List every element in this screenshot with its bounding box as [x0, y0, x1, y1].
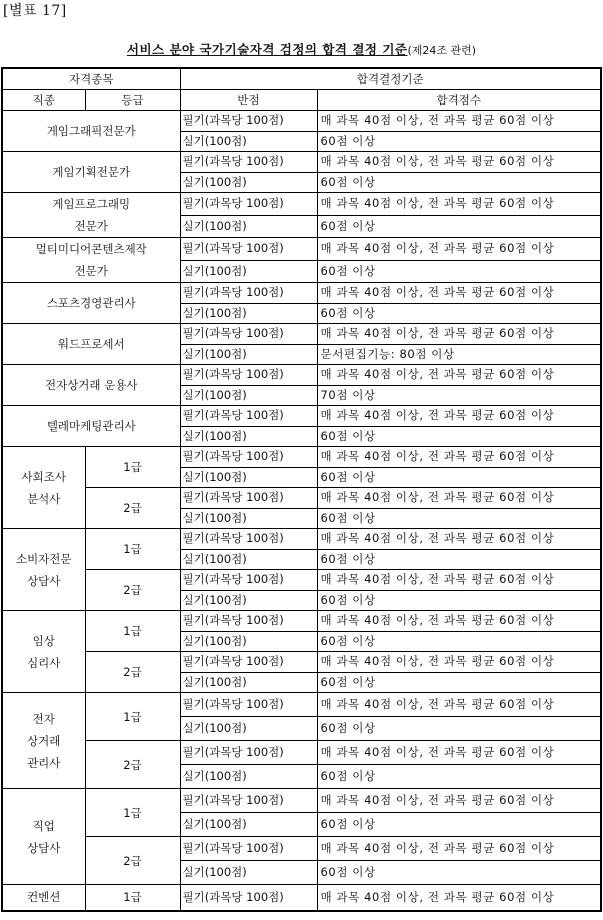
table-row	[2, 406, 601, 427]
subject-cell: 실기(100점)	[180, 344, 317, 365]
subject-cell: 실기(100점)	[180, 672, 317, 693]
header-pass-score: 합격점수	[317, 90, 601, 111]
criteria-cell: 60점 이상	[317, 813, 601, 837]
criteria-cell: 60점 이상	[317, 549, 601, 570]
job-name-cell: 전자상거래 운용사	[2, 365, 180, 406]
subject-cell: 필기(과목당 100점)	[180, 488, 317, 509]
pass-criteria-table	[1, 67, 602, 912]
header-row-top	[2, 68, 601, 90]
table-row	[2, 837, 601, 861]
table-row	[2, 488, 601, 509]
job-name-cell: 컨벤션	[2, 885, 85, 911]
subject-cell: 필기(과목당 100점)	[180, 447, 317, 468]
criteria-cell: 60점 이상	[317, 631, 601, 652]
subject-cell: 실기(100점)	[180, 467, 317, 488]
table-row	[2, 365, 601, 386]
subject-cell: 실기(100점)	[180, 717, 317, 741]
table-row	[2, 283, 601, 304]
subject-cell: 필기(과목당 100점)	[180, 152, 317, 173]
criteria-cell: 매 과목 40점 이상, 전 과목 평균 60점 이상	[317, 885, 601, 911]
criteria-cell: 60점 이상	[317, 717, 601, 741]
subject-cell: 필기(과목당 100점)	[180, 652, 317, 673]
grade-cell: 1급	[85, 789, 180, 837]
grade-cell: 1급	[85, 693, 180, 741]
subject-cell: 필기(과목당 100점)	[180, 365, 317, 386]
grade-cell: 2급	[85, 488, 180, 529]
subject-cell: 필기(과목당 100점)	[180, 789, 317, 813]
table-row	[2, 885, 601, 911]
subject-cell: 실기(100점)	[180, 631, 317, 652]
subject-cell: 필기(과목당 100점)	[180, 238, 317, 261]
criteria-cell: 매 과목 40점 이상, 전 과목 평균 60점 이상	[317, 111, 601, 132]
criteria-cell: 60점 이상	[317, 861, 601, 885]
criteria-cell: 매 과목 40점 이상, 전 과목 평균 60점 이상	[317, 152, 601, 173]
subject-cell: 실기(100점)	[180, 215, 317, 238]
subject-cell: 필기(과목당 100점)	[180, 324, 317, 345]
criteria-cell: 60점 이상	[317, 467, 601, 488]
subject-cell: 필기(과목당 100점)	[180, 837, 317, 861]
table-row	[2, 652, 601, 673]
criteria-cell: 60점 이상	[317, 765, 601, 789]
criteria-cell: 60점 이상	[317, 303, 601, 324]
subject-cell: 필기(과목당 100점)	[180, 193, 317, 216]
criteria-cell: 매 과목 40점 이상, 전 과목 평균 60점 이상	[317, 238, 601, 261]
criteria-cell: 60점 이상	[317, 426, 601, 447]
criteria-cell: 매 과목 40점 이상, 전 과목 평균 60점 이상	[317, 611, 601, 632]
subject-cell: 실기(100점)	[180, 590, 317, 611]
criteria-cell: 매 과목 40점 이상, 전 과목 평균 60점 이상	[317, 193, 601, 216]
criteria-cell: 문서편집기능: 80점 이상	[317, 344, 601, 365]
job-name-cell: 게임그래픽전문가	[2, 111, 180, 152]
job-name-cell: 전자 상거래 관리사	[2, 693, 85, 789]
grade-cell: 2급	[85, 652, 180, 693]
criteria-cell: 60점 이상	[317, 672, 601, 693]
grade-cell: 1급	[85, 885, 180, 911]
job-name-cell: 워드프로세서	[2, 324, 180, 365]
table-row	[2, 611, 601, 632]
subject-cell: 실기(100점)	[180, 385, 317, 406]
job-name-cell: 임상 심리사	[2, 611, 85, 693]
criteria-cell: 매 과목 40점 이상, 전 과목 평균 60점 이상	[317, 570, 601, 591]
criteria-cell: 70점 이상	[317, 385, 601, 406]
job-name-cell: 스포츠경영관리사	[2, 283, 180, 324]
subject-cell: 실기(100점)	[180, 813, 317, 837]
criteria-cell: 매 과목 40점 이상, 전 과목 평균 60점 이상	[317, 837, 601, 861]
criteria-cell: 매 과목 40점 이상, 전 과목 평균 60점 이상	[317, 693, 601, 717]
criteria-cell: 매 과목 40점 이상, 전 과목 평균 60점 이상	[317, 283, 601, 304]
subject-cell: 실기(100점)	[180, 508, 317, 529]
table-row	[2, 238, 601, 261]
job-name-cell: 직업 상담사	[2, 789, 85, 885]
subject-cell: 필기(과목당 100점)	[180, 283, 317, 304]
subject-cell: 실기(100점)	[180, 426, 317, 447]
job-name-cell: 소비자전문 상담사	[2, 529, 85, 611]
title-subtitle: (제24조 관련)	[407, 44, 477, 57]
subject-cell: 실기(100점)	[180, 549, 317, 570]
criteria-cell: 매 과목 40점 이상, 전 과목 평균 60점 이상	[317, 406, 601, 427]
job-name-cell: 텔레마케팅관리사	[2, 406, 180, 447]
grade-cell: 2급	[85, 837, 180, 885]
criteria-cell: 매 과목 40점 이상, 전 과목 평균 60점 이상	[317, 324, 601, 345]
annex-reference: [별표 17]	[3, 3, 67, 19]
job-name-cell: 멀티미디어콘텐츠제작 전문가	[2, 238, 180, 283]
subject-cell: 필기(과목당 100점)	[180, 693, 317, 717]
subject-cell: 필기(과목당 100점)	[180, 611, 317, 632]
grade-cell: 1급	[85, 529, 180, 570]
grade-cell: 2급	[85, 570, 180, 611]
criteria-cell: 매 과목 40점 이상, 전 과목 평균 60점 이상	[317, 488, 601, 509]
criteria-cell: 60점 이상	[317, 260, 601, 283]
document-title	[0, 39, 603, 58]
criteria-cell: 60점 이상	[317, 590, 601, 611]
table-row	[2, 152, 601, 173]
header-grade: 등급	[85, 90, 180, 111]
criteria-cell: 매 과목 40점 이상, 전 과목 평균 60점 이상	[317, 652, 601, 673]
criteria-cell: 매 과목 40점 이상, 전 과목 평균 60점 이상	[317, 365, 601, 386]
table-row	[2, 789, 601, 813]
header-row-bottom	[2, 90, 601, 111]
criteria-cell: 매 과목 40점 이상, 전 과목 평균 60점 이상	[317, 789, 601, 813]
grade-cell: 1급	[85, 611, 180, 652]
header-qual-type: 자격종목	[2, 68, 180, 90]
subject-cell: 실기(100점)	[180, 131, 317, 152]
grade-cell: 1급	[85, 447, 180, 488]
title-main: 서비스 분야 국가기술자격 검정의 합격 결정 기준	[126, 42, 408, 57]
criteria-cell: 매 과목 40점 이상, 전 과목 평균 60점 이상	[317, 529, 601, 550]
job-name-cell: 게임기획전문가	[2, 152, 180, 193]
header-subject: 반점	[180, 90, 317, 111]
subject-cell: 실기(100점)	[180, 303, 317, 324]
table-row	[2, 324, 601, 345]
table-row	[2, 741, 601, 765]
criteria-cell: 매 과목 40점 이상, 전 과목 평균 60점 이상	[317, 447, 601, 468]
table-row	[2, 529, 601, 550]
subject-cell: 필기(과목당 100점)	[180, 741, 317, 765]
subject-cell: 필기(과목당 100점)	[180, 885, 317, 911]
subject-cell: 실기(100점)	[180, 260, 317, 283]
table-row	[2, 693, 601, 717]
criteria-cell: 60점 이상	[317, 131, 601, 152]
criteria-cell: 매 과목 40점 이상, 전 과목 평균 60점 이상	[317, 741, 601, 765]
table-row	[2, 193, 601, 216]
table-row	[2, 111, 601, 132]
table-row	[2, 570, 601, 591]
subject-cell: 실기(100점)	[180, 765, 317, 789]
criteria-cell: 60점 이상	[317, 215, 601, 238]
subject-cell: 필기(과목당 100점)	[180, 529, 317, 550]
subject-cell: 실기(100점)	[180, 861, 317, 885]
grade-cell: 2급	[85, 741, 180, 789]
criteria-cell: 60점 이상	[317, 172, 601, 193]
subject-cell: 필기(과목당 100점)	[180, 406, 317, 427]
job-name-cell: 사회조사 분석사	[2, 447, 85, 529]
table-row	[2, 447, 601, 468]
job-name-cell: 게임프로그래밍 전문가	[2, 193, 180, 238]
header-job: 직종	[2, 90, 85, 111]
subject-cell: 필기(과목당 100점)	[180, 570, 317, 591]
header-pass-criteria: 합격결정기준	[180, 68, 601, 90]
criteria-cell: 60점 이상	[317, 508, 601, 529]
subject-cell: 실기(100점)	[180, 172, 317, 193]
subject-cell: 필기(과목당 100점)	[180, 111, 317, 132]
